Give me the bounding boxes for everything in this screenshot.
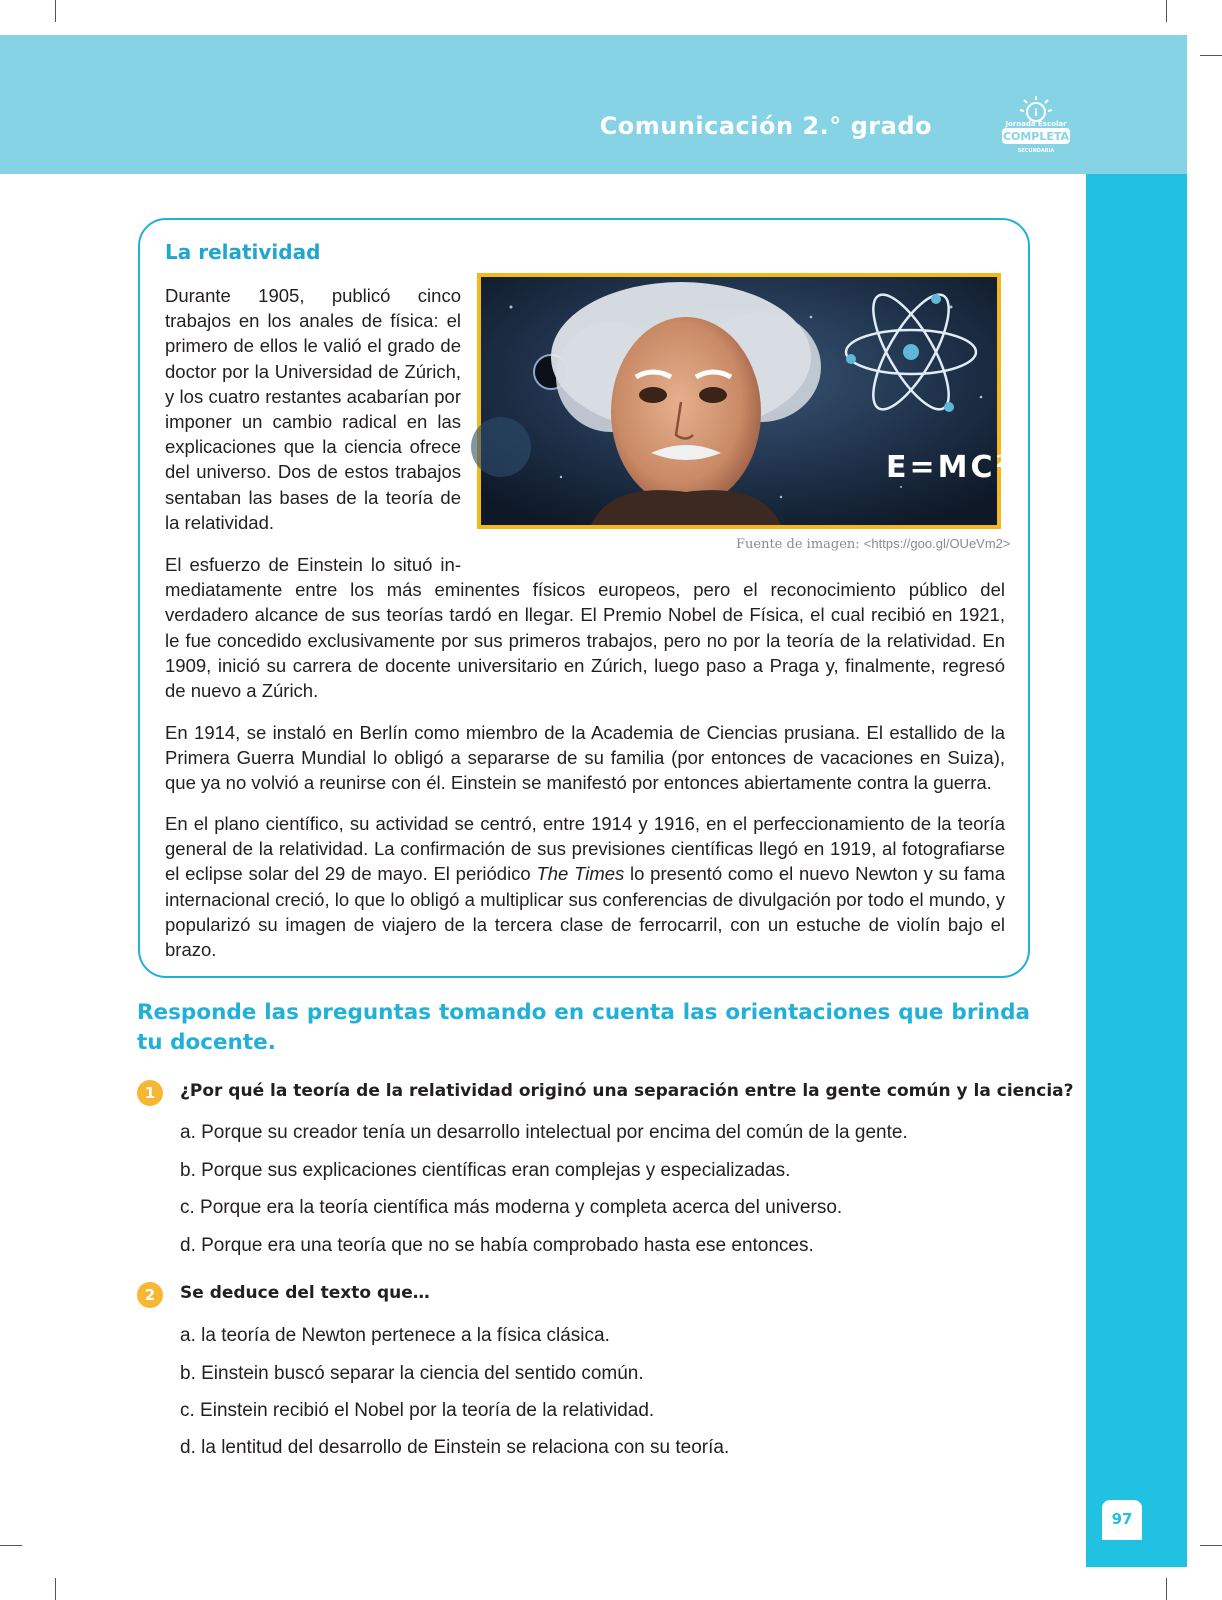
reading-paragraph-3: En 1914, se instaló en Berlín como miembro de la Academia de Ciencias prusiana. El estallido de la Primera Guerra Mundial lo obligó a separarse de su familia (por entonces de vacaciones en Suiza), que ya no volvió a reunirse con él. Einstein se manifestó por entonces abiertamente contra la guerra. [165, 722, 1005, 794]
question-1-option-a[interactable]: a. Porque su creador tenía un desarrollo intelectual por encima del común de la gente. [180, 1122, 908, 1143]
logo-graphic [996, 94, 1076, 164]
question-1-text: ¿Por qué la teoría de la relatividad originó una separación entre la gente común y la ciencia? [180, 1081, 1074, 1101]
crop-mark [1200, 1545, 1222, 1546]
question-2-option-d[interactable]: d. la lentitud del desarrollo de Einstein se relaciona con su teoría. [180, 1437, 730, 1458]
newspaper-name: The Times [536, 863, 625, 885]
side-bar [1086, 174, 1187, 1567]
question-1-badge: 1 [137, 1080, 163, 1106]
caption-url: <https://goo.gl/OUeVm2> [863, 536, 1011, 551]
question-2-option-c[interactable]: c. Einstein recibió el Nobel por la teoría de la relatividad. [180, 1400, 655, 1421]
paragraph-2-first-line: El esfuerzo de Einstein lo situó in- [165, 554, 461, 575]
logo-text-main: COMPLETA [1002, 130, 1070, 143]
question-2-option-b[interactable]: b. Einstein buscó separar la ciencia del sentido común. [180, 1363, 644, 1384]
einstein-illustration [477, 273, 1012, 529]
caption-label: Fuente de imagen: [736, 537, 864, 552]
reading-paragraph-4 [165, 811, 1005, 962]
crop-mark [55, 0, 56, 22]
einstein-portrait-image [481, 277, 1012, 525]
question-2-option-a[interactable]: a. la teoría de Newton pertenece a la física clásica. [180, 1325, 610, 1346]
reading-paragraph-1: Durante 1905, publicó cinco trabajos en los anales de física: el primero de ellos le valió el grado de doctor por la Universidad de Zúrich, y los cuatro restantes acabarían por imponer un cambio radical en las explicaciones que la ciencia ofrece del universo. Dos de estos trabajos sentaban las bases de la teoría de la relatividad. [165, 285, 461, 533]
logo-text-bottom: SECUNDARIA [1017, 148, 1055, 154]
crop-mark [55, 1578, 56, 1600]
paragraph-4-part-a: En el plano científico, su actividad se centró, entre 1914 y 1916, en el perfeccionamiento de la teoría general de la relatividad. La confirmación de sus previsiones científicas llegó en 1919, al fotografiarse el eclipse solar del 29 de mayo. El periódico [165, 813, 1005, 885]
page-header-title: Comunicación 2.° grado [599, 112, 932, 140]
formula-text: E=MC² [886, 450, 1012, 485]
image-caption [736, 536, 1011, 552]
crop-mark [1166, 1578, 1167, 1600]
question-1-option-d[interactable]: d. Porque era una teoría que no se había comprobado hasta ese entonces. [180, 1235, 814, 1256]
question-2-badge: 2 [137, 1282, 163, 1308]
crop-mark [0, 1545, 22, 1546]
question-2-text: Se deduce del texto que… [180, 1283, 430, 1303]
instruction-heading: Responde las preguntas tomando en cuenta las orientaciones que brinda tu docente. [137, 1000, 1030, 1055]
reading-title: La relatividad [165, 240, 321, 264]
question-1-option-b[interactable]: b. Porque sus explicaciones científicas eran complejas y especializadas. [180, 1160, 791, 1181]
crop-mark [1166, 0, 1167, 22]
reading-paragraph-2 [165, 552, 1005, 703]
svg-text:i: i [1034, 108, 1038, 119]
question-1-option-c[interactable]: c. Porque era la teoría científica más moderna y completa acerca del universo. [180, 1197, 843, 1218]
logo-text-top: Jornada Escolar [1005, 120, 1067, 128]
paragraph-4-part-b: lo presentó como el nuevo Newton y su fama internacional creció, lo que lo obligó a multiplicar sus conferencias de divulgación por todo el mundo, y popularizó su imagen de viajero de la tercera clase de ferrocarril, con un estuche de violín bajo el brazo. [165, 863, 1006, 961]
page-number: 97 [1102, 1500, 1142, 1540]
paragraph-2-rest: mediatamente entre los más eminentes físicos europeos, pero el reconocimiento público del verdadero alcance de sus teorías tardó en llegar. El Premio Nobel de Física, el cual recibió en 1921, le fue concedido exclusivamente por sus primeros trabajos, pero no por la teoría de la relatividad. En 1909, inició su carrera de docente universitario en Zúrich, luego paso a Praga y, finalmente, regresó de nuevo a Zúrich. [165, 579, 1005, 702]
jornada-completa-logo [996, 94, 1076, 164]
crop-mark [1200, 55, 1222, 56]
